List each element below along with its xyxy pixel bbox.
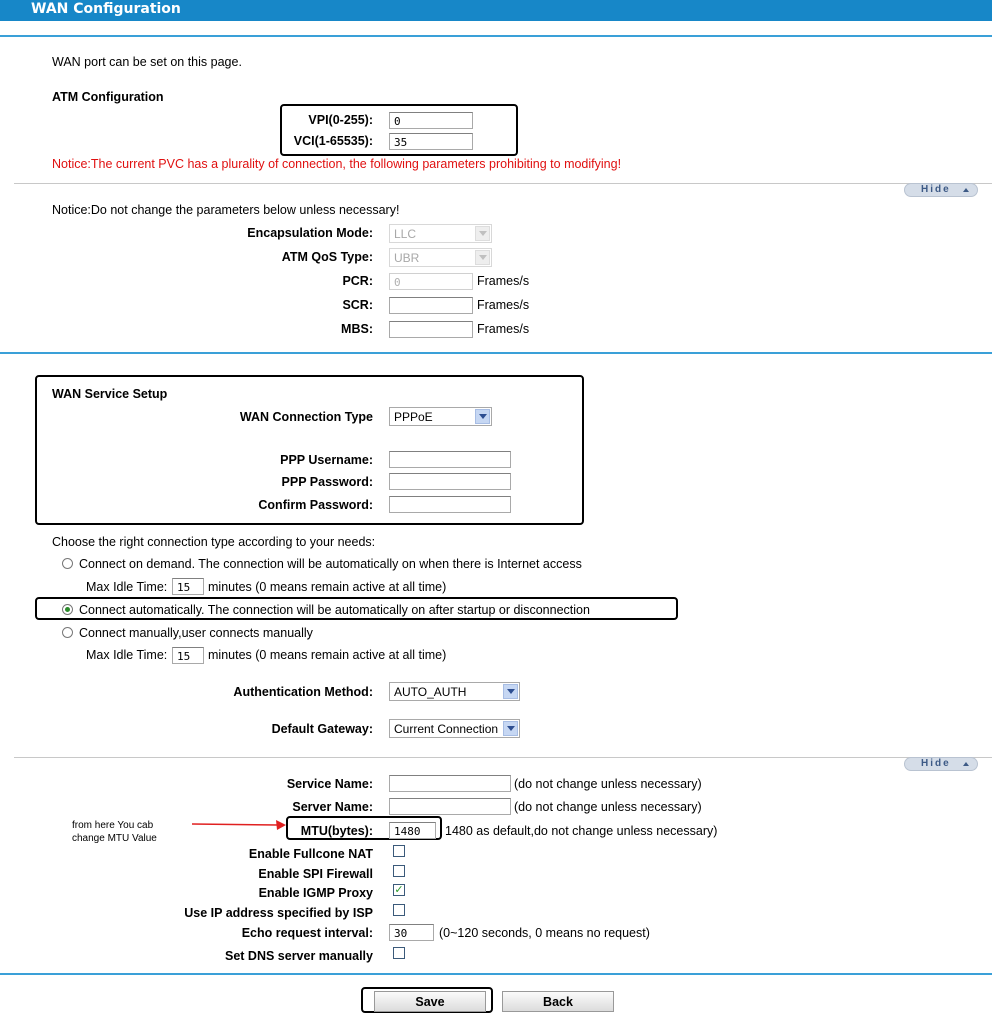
auth-value: AUTO_AUTH [394,685,467,699]
echo-input[interactable]: 30 [389,924,434,941]
divider [14,757,992,758]
vci-label: VCI(1-65535): [293,134,373,148]
service-name-label: Service Name: [286,777,373,791]
use-ip-label: Use IP address specified by ISP [184,906,373,920]
echo-hint: (0~120 seconds, 0 means no request) [439,926,650,940]
auth-label: Authentication Method: [233,685,373,699]
manual-label: Connect manually,user connects manually [79,626,313,640]
encap-label: Encapsulation Mode: [247,226,373,240]
echo-label: Echo request interval: [241,926,373,940]
confirm-password-input[interactable] [389,496,511,513]
pvc-notice: Notice:The current PVC has a plurality of connection, the following parameters prohibiting to modifying! [52,157,622,171]
scr-unit: Frames/s [477,298,530,312]
connection-type-value: PPPoE [394,410,433,424]
mbs-input[interactable] [389,321,473,338]
idle-label: Max Idle Time: [86,580,168,594]
gateway-label: Default Gateway: [271,722,373,736]
chevron-down-icon [475,226,490,241]
server-name-label: Server Name: [292,800,373,814]
ppp-password-input[interactable] [389,473,511,490]
auth-select[interactable] [389,682,520,701]
advanced-notice: Notice:Do not change the parameters below unless necessary! [52,203,400,217]
title-bar [0,0,992,21]
divider [0,352,992,354]
encap-value: LLC [394,227,417,241]
qos-value: UBR [394,251,420,265]
service-name-hint: (do not change unless necessary) [514,777,702,791]
pcr-unit: Frames/s [477,274,530,288]
server-name-input[interactable] [389,798,511,815]
mbs-label: MBS: [341,322,373,336]
chevron-down-icon [503,721,518,736]
service-name-input[interactable] [389,775,511,792]
idle-suffix: minutes (0 means remain active at all time) [208,648,447,662]
radio-connect-automatically[interactable] [62,604,73,615]
back-button[interactable]: Back [502,991,614,1012]
choose-text: Choose the right connection type according to your needs: [52,535,376,549]
service-heading: WAN Service Setup [52,387,168,401]
idle-time-input-2[interactable]: 15 [172,647,204,664]
fullcone-label: Enable Fullcone NAT [248,847,373,861]
chevron-down-icon [503,684,518,699]
save-button[interactable]: Save [374,991,486,1012]
vpi-label: VPI(0-255): [308,113,373,127]
chevron-down-icon [475,250,490,265]
mtu-hint: 1480 as default,do not change unless necessary) [445,824,718,838]
auto-label: Connect automatically. The connection will be automatically on after startup or disconnection [79,603,590,617]
hide-button[interactable] [904,757,978,771]
connection-type-select[interactable] [389,407,492,426]
annotation-line: from here You cab [72,820,154,831]
gateway-value: Current Connection [394,722,499,736]
use-ip-checkbox[interactable] [393,904,405,916]
mbs-unit: Frames/s [477,322,530,336]
radio-on-demand[interactable] [62,558,73,569]
idle-time-input-1[interactable]: 15 [172,578,204,595]
server-name-hint: (do not change unless necessary) [514,800,702,814]
chevron-up-icon [963,762,969,766]
gateway-select[interactable] [389,719,520,738]
hide-label: Hide [921,758,951,769]
hide-button[interactable] [904,183,978,197]
confirm-password-label: Confirm Password: [258,498,373,512]
dns-checkbox[interactable] [393,947,405,959]
divider [0,35,992,37]
qos-label: ATM QoS Type: [281,250,373,264]
vpi-input[interactable]: 0 [389,112,473,129]
spi-label: Enable SPI Firewall [258,867,373,881]
chevron-up-icon [963,188,969,192]
vci-input[interactable]: 35 [389,133,473,150]
pcr-label: PCR: [342,274,373,288]
pcr-input[interactable]: 0 [389,273,473,290]
divider [0,973,992,975]
radio-connect-manually[interactable] [62,627,73,638]
spi-checkbox[interactable] [393,865,405,877]
page-title: WAN Configuration [31,1,181,17]
ppp-password-label: PPP Password: [281,475,373,489]
scr-label: SCR: [342,298,373,312]
idle-label: Max Idle Time: [86,648,168,662]
igmp-label: Enable IGMP Proxy [258,886,373,900]
divider [14,183,992,184]
on-demand-label: Connect on demand. The connection will be automatically on when there is Internet access [79,557,582,571]
hide-label: Hide [921,184,951,195]
dns-label: Set DNS server manually [225,949,373,963]
intro-text: WAN port can be set on this page. [52,55,242,69]
atm-heading: ATM Configuration [52,90,164,104]
mtu-label: MTU(bytes): [300,824,373,838]
fullcone-checkbox[interactable] [393,845,405,857]
scr-input[interactable] [389,297,473,314]
ppp-username-input[interactable] [389,451,511,468]
igmp-checkbox[interactable]: ✓ [394,884,404,896]
encap-select[interactable] [389,224,492,243]
qos-select[interactable] [389,248,492,267]
ppp-username-label: PPP Username: [280,453,373,467]
mtu-input[interactable]: 1480 [389,822,436,839]
connection-type-label: WAN Connection Type [239,410,373,424]
chevron-down-icon [475,409,490,424]
annotation-line: change MTU Value [72,833,157,844]
idle-suffix: minutes (0 means remain active at all time) [208,580,447,594]
